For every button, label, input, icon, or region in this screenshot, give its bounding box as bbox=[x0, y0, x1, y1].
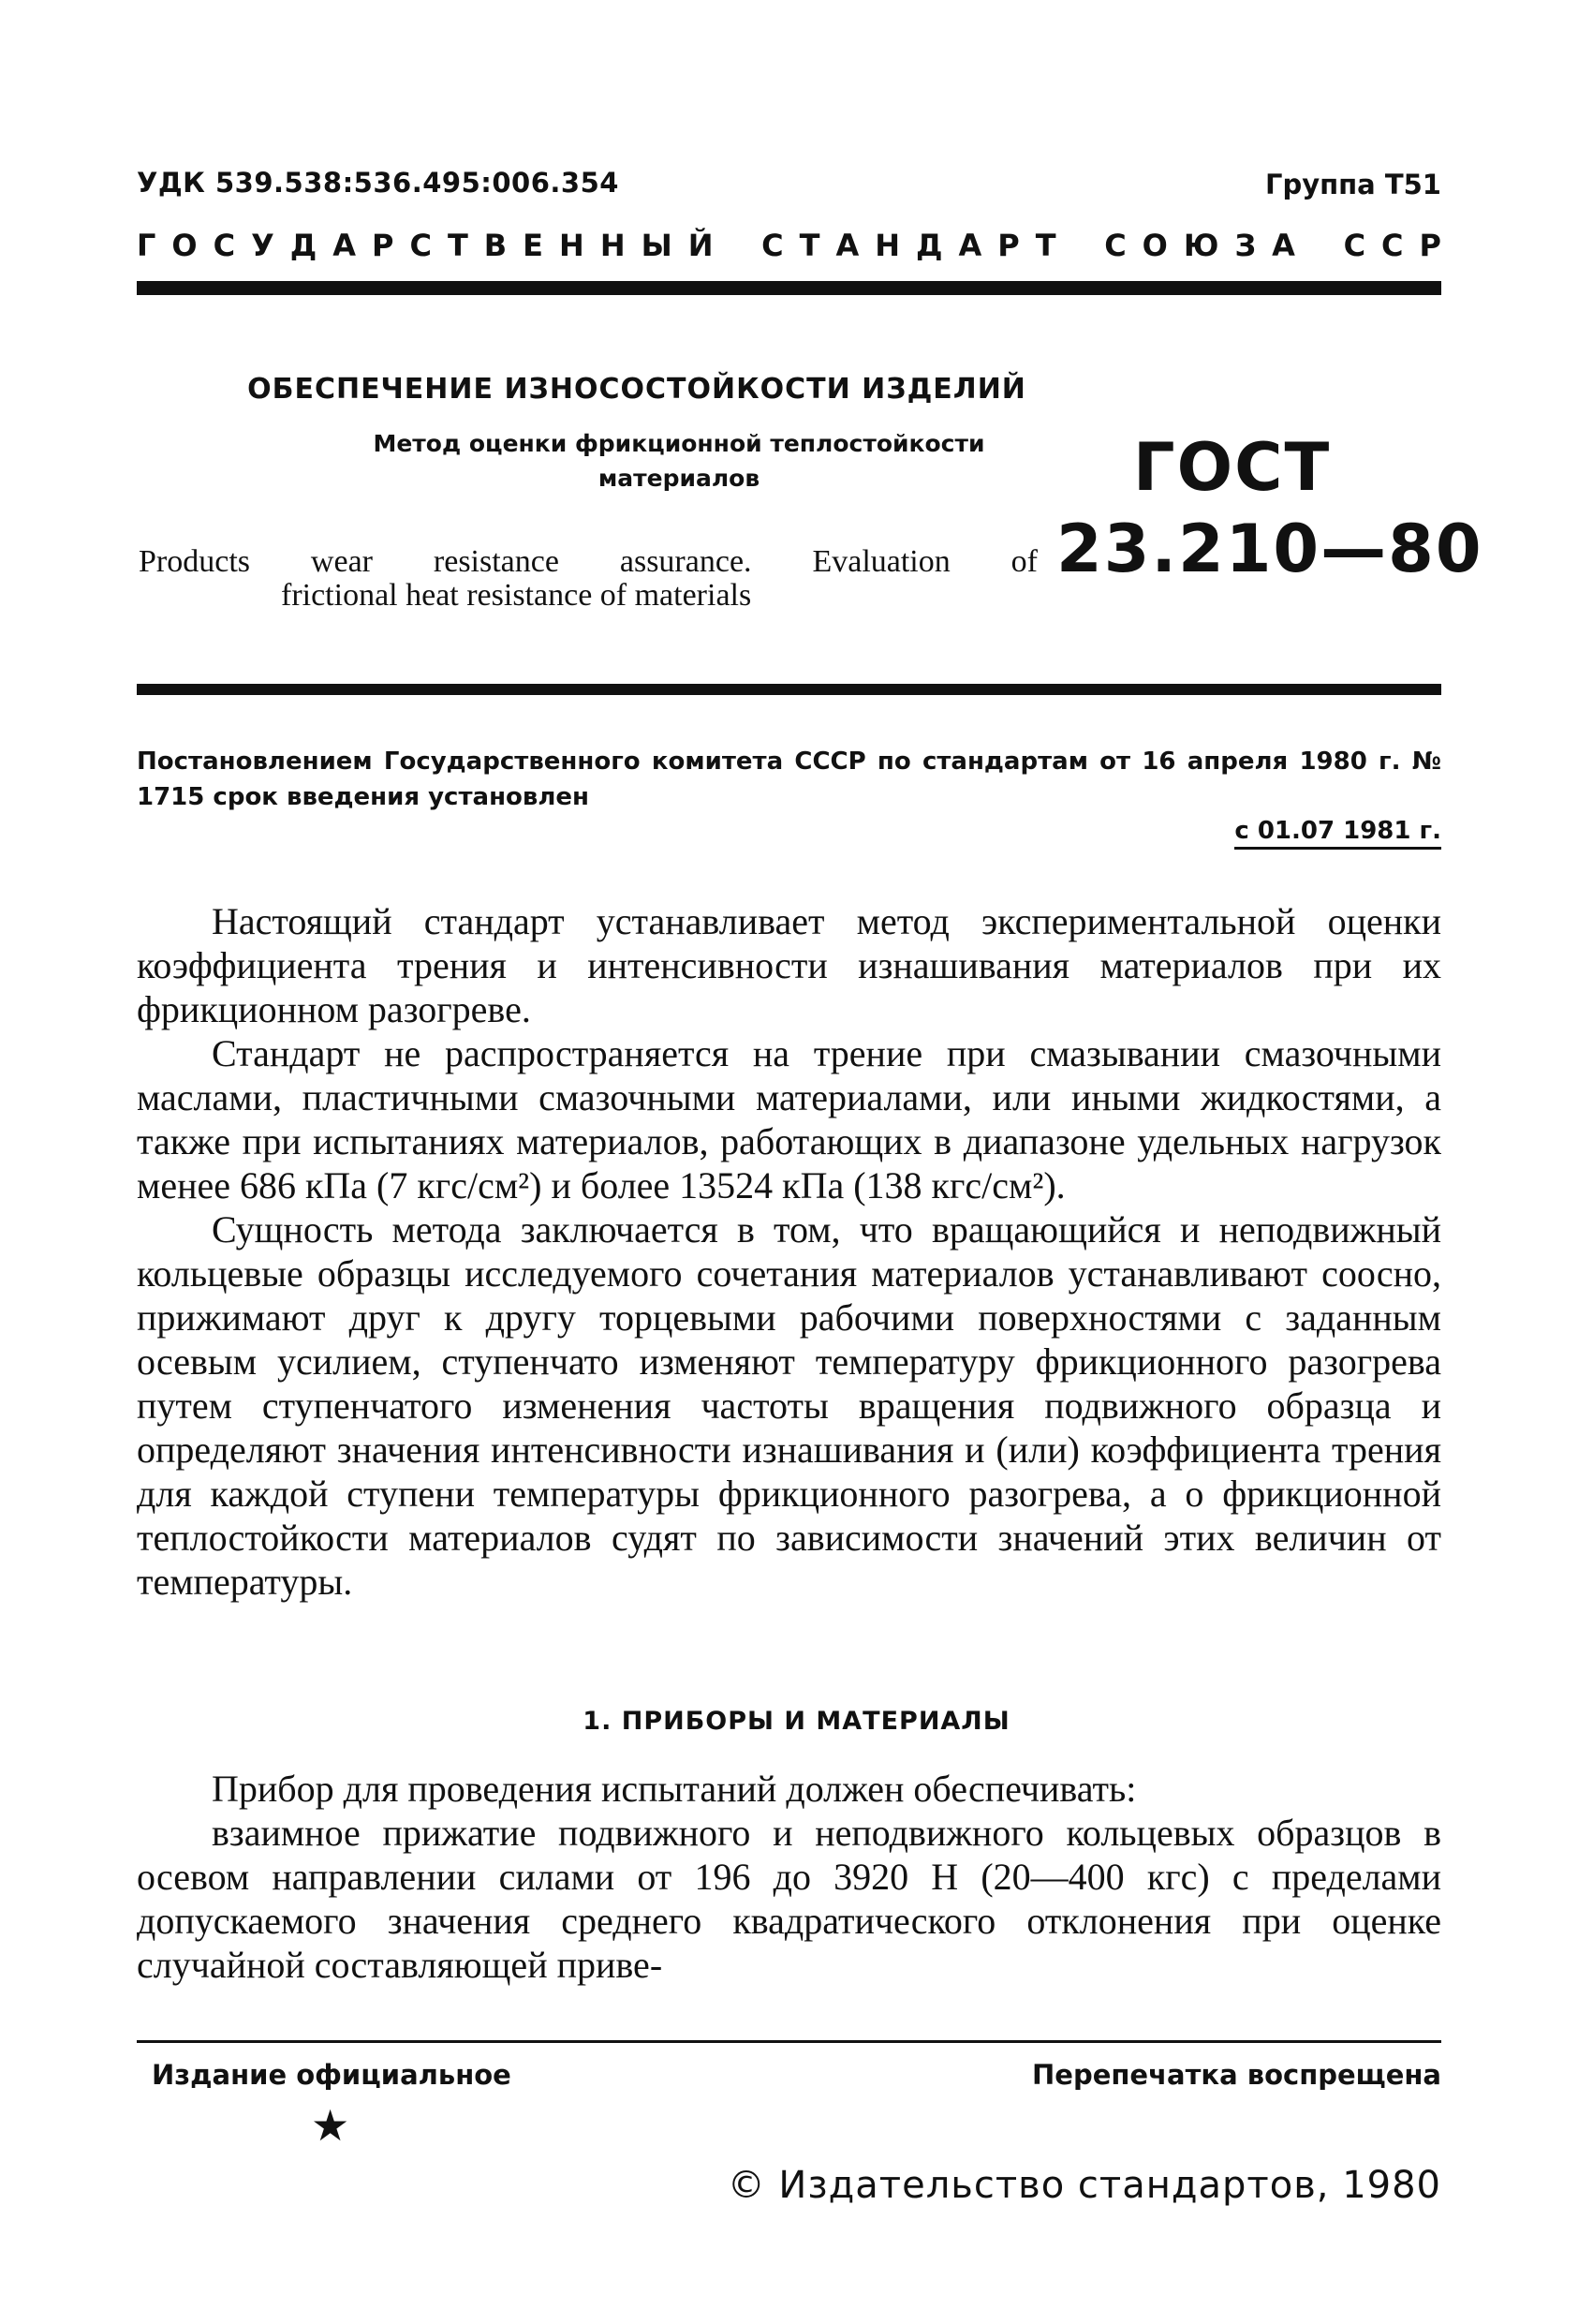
section-text bbox=[137, 1767, 1441, 1987]
footer-rule bbox=[137, 2040, 1441, 2043]
paragraph: Сущность метода заключается в том, что вращающийся и неподвижный кольцевые образцы исследуемого сочетания материалов устанавливают соосно, прижимают друг к другу торцевыми рабочими поверхностями с заданным осевым усилием, ступенчато изменяют температуру фрикционного разогрева путем ступенчатого изменения частоты вращения подвижного образца и определяют значения интенсивности изнашивания и (или) коэффициента трения для каждой ступени температуры фрикционного разогрева, а о фрикционной теплостойкости материалов судят по зависимости значений этих величин от температуры. bbox=[137, 1208, 1441, 1603]
reprint-prohibited-label: Перепечатка воспрещена bbox=[1032, 2059, 1441, 2091]
english-title-line: frictional heat resistance of materials bbox=[281, 578, 752, 613]
document-subtitle: Метод оценки фрикционной теплостойкости материалов bbox=[373, 430, 985, 492]
official-edition-label: Издание официальное bbox=[152, 2059, 511, 2091]
english-title bbox=[139, 545, 1038, 613]
paragraph: Настоящий стандарт устанавливает метод экспериментальной оценки коэффициента трения и интенсивности изнашивания материалов при их фрикционном разогреве. bbox=[137, 900, 1441, 1030]
copyright-notice: © Издательство стандартов, 1980 bbox=[727, 2164, 1441, 2207]
english-title-line: Products wear resistance assurance. Evaluation of bbox=[139, 544, 1038, 579]
effective-date: с 01.07 1981 г. bbox=[1234, 817, 1441, 850]
title-rule bbox=[137, 684, 1441, 695]
group-code: Группа Т51 bbox=[1264, 169, 1441, 200]
header-rule bbox=[137, 281, 1441, 295]
gost-number: 23.210—80 bbox=[1056, 511, 1483, 587]
udk-code: УДК 539.538:536.495:006.354 bbox=[137, 167, 619, 199]
body-text bbox=[137, 899, 1441, 1604]
title-block bbox=[206, 373, 1068, 496]
banner-word: СОЮЗА bbox=[1104, 228, 1311, 263]
document-title: ОБЕСПЕЧЕНИЕ ИЗНОСОСТОЙКОСТИ ИЗДЕЛИЙ bbox=[247, 373, 1026, 406]
paragraph: Стандарт не распространяется на трение при смазывании смазочными маслами, пластичными смазочными материалами, или иными жидкостями, а также при испытаниях материалов, работающих в диапазоне удельных нагрузок менее 686 кПа (7 кгс/см²) и более 13524 кПа (138 кгс/см²). bbox=[137, 1032, 1441, 1206]
paragraph: Прибор для проведения испытаний должен обеспечивать: bbox=[212, 1768, 1137, 1810]
banner-word: ГОСУДАРСТВЕННЫЙ bbox=[137, 228, 730, 263]
section-heading: 1. ПРИБОРЫ И МАТЕРИАЛЫ bbox=[583, 1707, 1010, 1736]
star-icon: ★ bbox=[311, 2100, 350, 2151]
state-standard-banner bbox=[137, 228, 1457, 263]
gost-label: ГОСТ bbox=[1133, 429, 1332, 506]
decree-text: Постановлением Государственного комитета СССР по стандартам от 16 апреля 1980 г. № 1715 срок введения установлен bbox=[137, 748, 1441, 811]
paragraph: взаимное прижатие подвижного и неподвижного кольцевых образцов в осевом направлении силами от 196 до 3920 Н (20—400 кгс) с пределами допускаемого значения среднего квадратического отклонения при оценке случайной составляющей приве- bbox=[137, 1812, 1441, 1986]
banner-word: ССР bbox=[1343, 228, 1457, 263]
banner-word: СТАНДАРТ bbox=[761, 228, 1072, 263]
